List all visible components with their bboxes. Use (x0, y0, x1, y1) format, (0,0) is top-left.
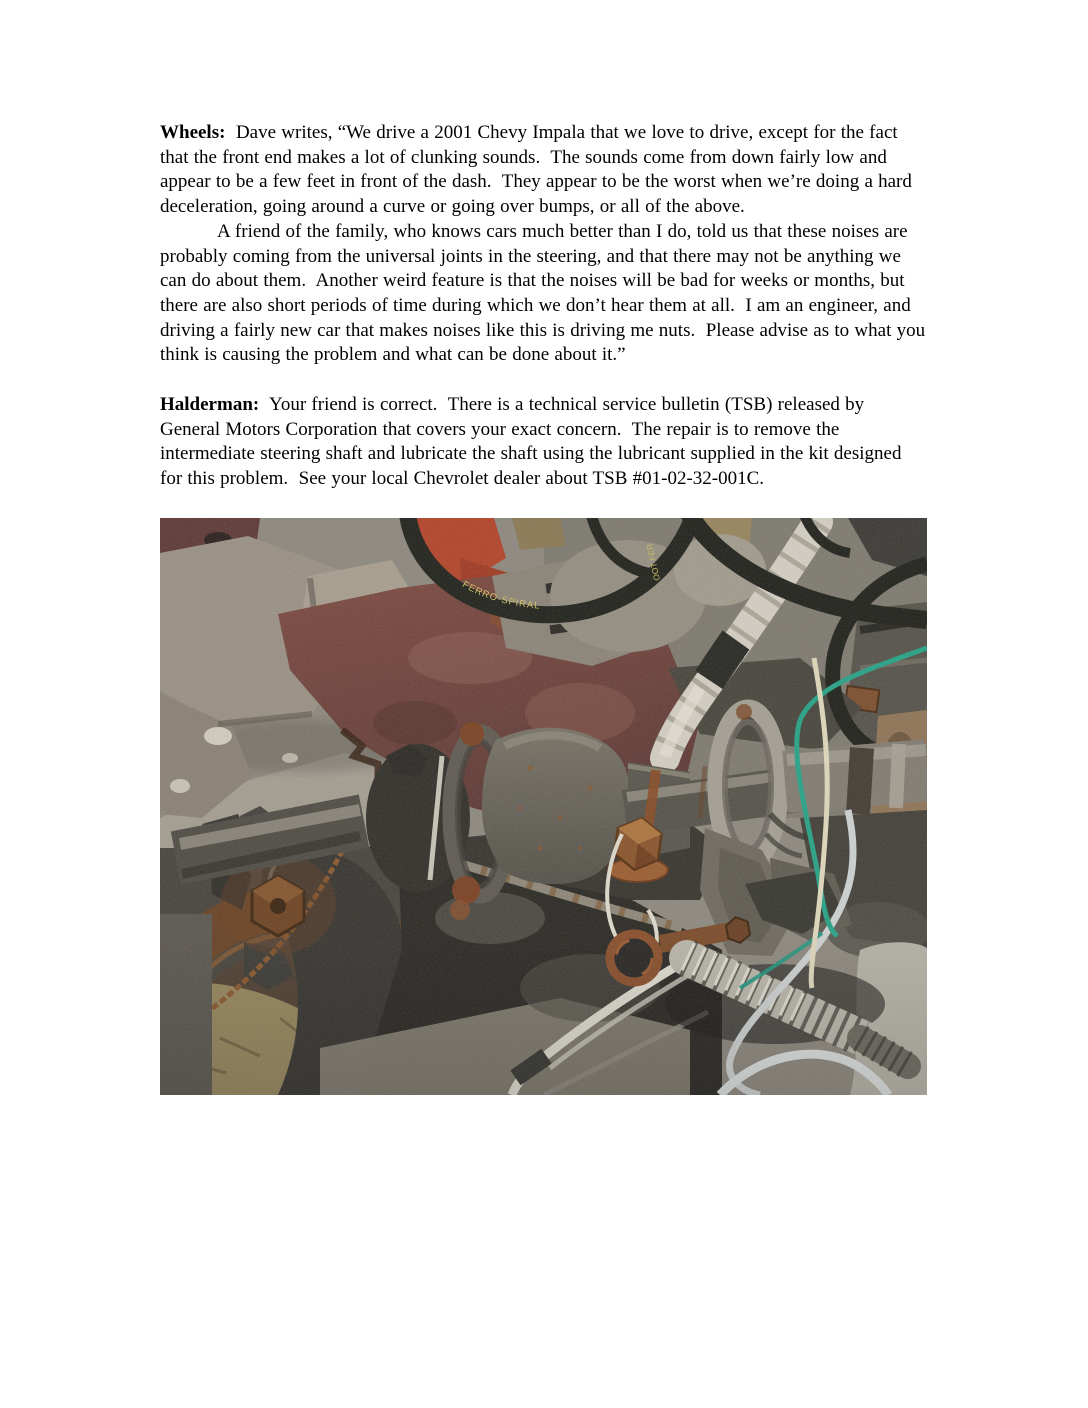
wheels-column-label: Wheels: (160, 122, 226, 143)
photo-vignette (160, 518, 927, 1095)
friend-text: A friend of the family, who knows cars much better than I do, told us that these noises are probably coming from the universal joints in the steering, and that there may not be anything we can do about them. Another weird feature is that the noises will be bad for weeks or months, but there are also short periods of time during which we don’t hear them at all. I am an engineer, and driving a fairly new car that makes noises like this is driving me nuts. Please advise as to what you think is causing the problem and what can be done about it.” (160, 220, 931, 366)
halderman-label: Halderman: (160, 394, 260, 416)
steering-shaft-photo (160, 518, 927, 1095)
wheels-question-text: Dave writes, “We drive a 2001 Chevy Impala that we love to drive, except for the fact that the front end makes a lot of clunking sounds. The sounds come from down fairly low and appear to be a few feet in front of the dash. They appear to be the worst when we’re doing a hard deceleration, going around a curve or going over bumps, or all of the above. (160, 122, 918, 218)
paragraph-wheels-question (160, 121, 928, 220)
photo-canvas (160, 518, 927, 1095)
paragraph-friend (160, 220, 931, 368)
paragraph-halderman-answer (160, 393, 928, 492)
halderman-answer-text: Your friend is correct. There is a technical service bulletin (TSB) released by General Motors Corporation that covers your exact concern. The repair is to remove the intermediate steering shaft and lubricate the shaft using the lubricant supplied in the kit designed for this problem. See your local Chevrolet dealer about TSB #01-02-32-001C. (160, 394, 907, 490)
